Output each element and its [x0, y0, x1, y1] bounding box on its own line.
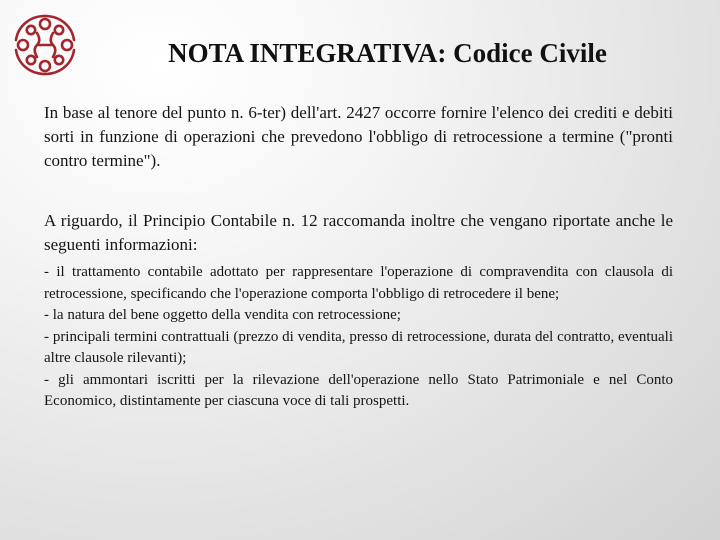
page-title: NOTA INTEGRATIVA: Codice Civile	[168, 38, 607, 68]
list-item: - gli ammontari iscritti per la rilevazione dell'operazione nello Stato Patrimoniale e nel Conto Economico, distintamente per ciascuna voce di tali prospetti.	[44, 371, 673, 409]
ornamental-seal-icon	[8, 12, 82, 78]
list-item: - la natura del bene oggetto della vendita con retrocessione;	[44, 307, 401, 323]
information-list	[44, 262, 673, 413]
list-item: - principali termini contrattuali (prezzo di vendita, presso di retrocessione, durata del contratto, eventuali altre clausole rilevanti);	[44, 328, 673, 366]
principle-paragraph: A riguardo, il Principio Contabile n. 12 raccomanda inoltre che vengano riportate anche le seguenti informazioni:	[44, 211, 673, 254]
intro-paragraph: In base al tenore del punto n. 6-ter) dell'art. 2427 occorre fornire l'elenco dei crediti e debiti sorti in funzione di operazioni che prevedono l'obbligo di retrocessione a termine ("pronti contro termine").	[44, 103, 673, 170]
list-item: - il trattamento contabile adottato per rappresentare l'operazione di compravendita con clausola di retrocessione, specificando che l'operazione comporta l'obbligo di retrocedere il bene;	[44, 264, 673, 302]
